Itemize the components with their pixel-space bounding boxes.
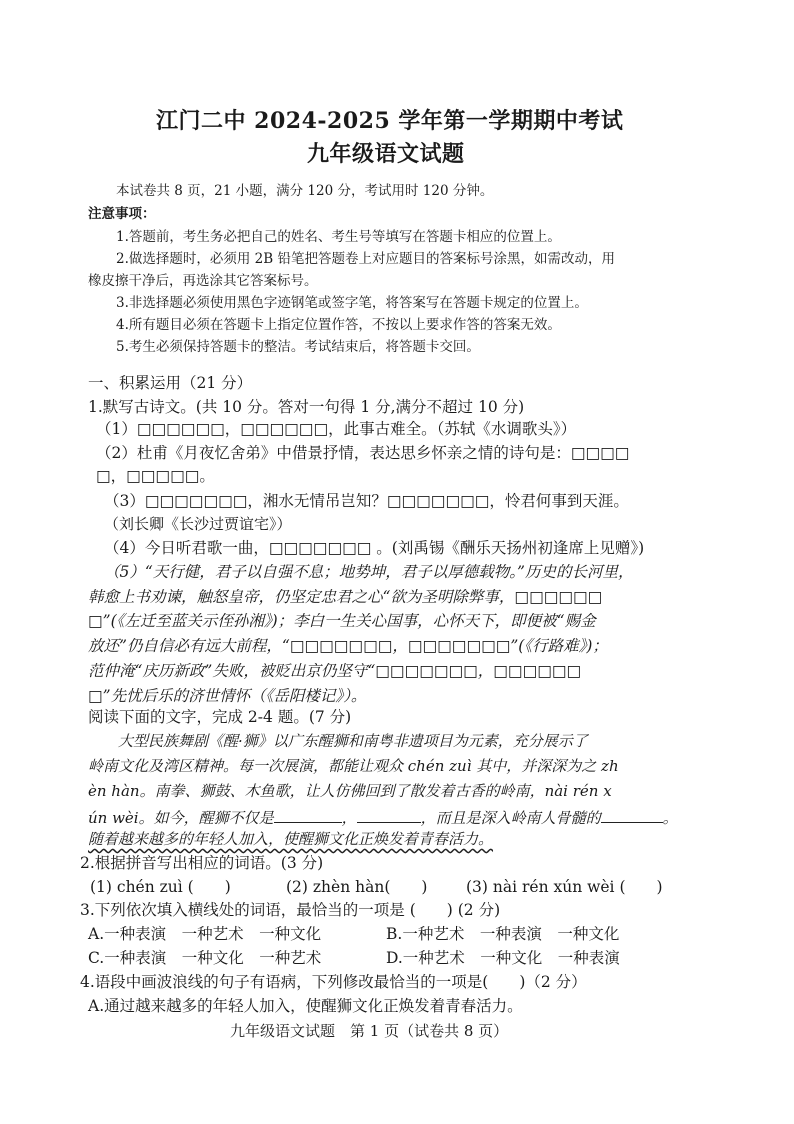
- section-heading: 一、积累运用（21 分）: [88, 374, 253, 392]
- question-1-item-5-line: 放还”仍自信必有远大前程，“□□□□□□□，□□□□□□□”(《行路难》)；: [88, 637, 608, 655]
- exam-title: 江门二中 2024-2025 学年第一学期期中考试: [156, 108, 624, 134]
- question-1-item-5-line: 韩愈上书劝谏，触怒皇帝，仍坚定忠君之心“欲为圣明除弊事，□□□□□□: [88, 588, 603, 606]
- question-3-stem: 3.下列依次填入横线处的词语，最恰当的一项是 ( ) (2 分): [80, 901, 501, 919]
- question-1-item-5-line: □”先忧后乐的济世情怀（《岳阳楼记》）。: [88, 687, 367, 705]
- answer-blank-3: [601, 808, 663, 823]
- choice-a: A.一种表演 一种艺术 一种文化: [88, 925, 322, 943]
- answer-blank-1: [274, 808, 342, 823]
- page-footer: 九年级语文试题 第 1 页（试卷共 8 页）: [230, 1022, 509, 1040]
- question-1-item-5-line: □”(《左迁至蓝关示侄孙湘》)；李白一生关心国事，心怀天下，即便被“赐金: [88, 612, 596, 630]
- exam-subtitle: 九年级语文试题: [307, 141, 465, 167]
- question-1-item-5-line: 范仲淹“庆历新政”失败，被贬出京仍坚守“□□□□□□□，□□□□□□: [88, 662, 582, 680]
- passage-text: 。: [662, 809, 678, 827]
- choice-d: D.一种艺术 一种文化 一种表演: [386, 949, 620, 967]
- question-1-item-4: （4）今日听君歌一曲，□□□□□□□ 。(刘禹锡《酬乐天扬州初逢席上见赠》): [104, 539, 645, 557]
- question-1-item-2: （2）杜甫《月夜忆舍弟》中借景抒情，表达思乡怀亲之情的诗句是：□□□□: [96, 444, 630, 462]
- question-2-option: (3) nài rén xún wèi ( ): [466, 878, 663, 896]
- note-item: 4.所有题目必须在答题卡上指定位置作答，不按以上要求作答的答案无效。: [116, 317, 561, 333]
- question-1-item-5: （5）“天行健，君子以自强不息；地势坤，君子以厚德载物。”历史的长河里，: [104, 563, 634, 581]
- choice-c: C.一种表演 一种文化 一种艺术: [88, 949, 322, 967]
- choice-a: A.通过越来越多的年轻人加入，使醒狮文化正焕发着青春活力。: [88, 997, 523, 1015]
- note-item: 5.考生必须保持答题卡的整洁。考试结束后，将答题卡交回。: [116, 339, 480, 355]
- notes-heading: 注意事项：: [88, 206, 156, 222]
- exam-intro: 本试卷共 8 页，21 小题，满分 120 分，考试用时 120 分钟。: [116, 183, 494, 199]
- wavy-underlined-sentence: 随着越来越多的年轻人加入，使醒狮文化正焕发着青春活力。: [88, 830, 494, 848]
- passage-line: 大型民族舞剧《醒·狮》以广东醒狮和南粤非遗项目为元素，充分展示了: [118, 732, 588, 750]
- question-1-item-3-source: （刘长卿《长沙过贾谊宅》）: [104, 515, 292, 533]
- question-1-item-3: （3）□□□□□□□，湘水无情吊岂知？□□□□□□□，怜君何事到天涯。: [104, 492, 629, 510]
- choice-b: B.一种艺术 一种表演 一种文化: [386, 925, 620, 943]
- question-1-item-2-cont: □，□□□□□。: [96, 467, 215, 485]
- answer-blank-2: [357, 808, 421, 823]
- passage-text: ，而且是深入岭南人骨髓的: [420, 809, 601, 827]
- note-item: 橡皮擦干净后，再选涂其它答案标号。: [88, 273, 318, 289]
- question-1-stem: 1.默写古诗文。(共 10 分。答对一句得 1 分,满分不超过 10 分): [88, 398, 525, 416]
- passage-line: 岭南文化及湾区精神。每一次展演，都能让观众 chén zuì 其中，并深深为之 zh: [88, 757, 619, 775]
- passage-line: èn hàn。南拳、狮鼓、木鱼歌，让人仿佛回到了散发着古香的岭南，nài rén x: [88, 782, 612, 800]
- note-item: 2.做选择题时，必须用 2B 铅笔把答题卷上对应题目的答案标号涂黑，如需改动，用: [116, 251, 615, 267]
- question-2-option: (2) zhèn hàn( ): [286, 878, 428, 896]
- passage-text: ún wèi。如今，醒狮不仅是: [88, 809, 274, 827]
- reading-intro: 阅读下面的文字，完成 2-4 题。(7 分): [88, 708, 352, 726]
- question-1-item-1: （1）□□□□□□，□□□□□□，此事古难全。（苏轼《水调歌头》）: [96, 420, 577, 438]
- question-2-option: (1) chén zuì ( ): [90, 878, 231, 896]
- question-4-stem: 4.语段中画波浪线的句子有语病，下列修改最恰当的一项是( )（2 分）: [80, 973, 587, 991]
- note-item: 3.非选择题必须使用黑色字迹钢笔或签字笔，将答案写在答题卡规定的位置上。: [116, 295, 588, 311]
- note-item: 1.答题前，考生务必把自己的姓名、考生号等填写在答题卡相应的位置上。: [116, 229, 561, 245]
- question-2-stem: 2.根据拼音写出相应的词语。(3 分): [80, 854, 324, 872]
- passage-line-with-blanks: [88, 808, 678, 826]
- passage-text: ，: [341, 809, 357, 827]
